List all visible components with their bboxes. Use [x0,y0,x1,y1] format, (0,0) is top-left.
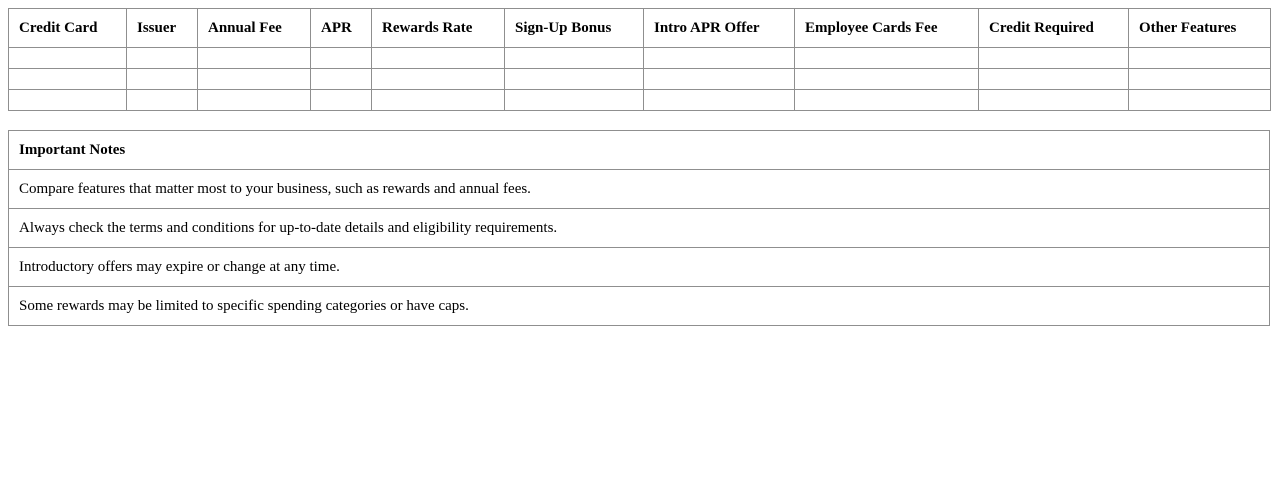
column-header-other-features: Other Features [1129,9,1271,48]
table-cell [311,69,372,90]
column-header-sign-up-bonus: Sign-Up Bonus [505,9,644,48]
table-cell [505,48,644,69]
column-header-apr: APR [311,9,372,48]
table-cell [9,90,127,111]
note-text: Introductory offers may expire or change at any time. [9,248,1270,287]
list-item [9,248,1270,287]
table-cell [979,69,1129,90]
column-header-intro-apr-offer: Intro APR Offer [644,9,795,48]
table-cell [9,48,127,69]
column-header-annual-fee: Annual Fee [198,9,311,48]
column-header-issuer: Issuer [127,9,198,48]
table-cell [979,48,1129,69]
table-cell [795,48,979,69]
table-cell [644,90,795,111]
table-cell [372,90,505,111]
table-cell [372,69,505,90]
column-header-credit-required: Credit Required [979,9,1129,48]
table-cell [127,48,198,69]
note-text: Always check the terms and conditions for up-to-date details and eligibility requirements. [9,209,1270,248]
table-cell [372,48,505,69]
table-cell [979,90,1129,111]
table-cell [644,69,795,90]
important-notes-table [8,130,1270,326]
list-item [9,170,1270,209]
table-header-row [9,9,1271,48]
table-cell [1129,48,1271,69]
table-cell [1129,90,1271,111]
column-header-employee-cards-fee: Employee Cards Fee [795,9,979,48]
note-text: Some rewards may be limited to specific spending categories or have caps. [9,287,1270,326]
table-cell [198,48,311,69]
notes-heading: Important Notes [9,131,1270,170]
table-cell [1129,69,1271,90]
page-content [8,8,1270,326]
table-cell [505,90,644,111]
table-cell [505,69,644,90]
table-cell [644,48,795,69]
column-header-credit-card: Credit Card [9,9,127,48]
table-cell [311,48,372,69]
table-row [9,90,1271,111]
table-cell [795,90,979,111]
table-cell [311,90,372,111]
credit-card-comparison-table [8,8,1271,111]
table-cell [198,90,311,111]
table-cell [9,69,127,90]
table-cell [127,90,198,111]
table-row [9,48,1271,69]
column-header-rewards-rate: Rewards Rate [372,9,505,48]
notes-header-row [9,131,1270,170]
list-item [9,287,1270,326]
table-cell [795,69,979,90]
table-row [9,69,1271,90]
note-text: Compare features that matter most to your business, such as rewards and annual fees. [9,170,1270,209]
list-item [9,209,1270,248]
table-cell [127,69,198,90]
table-cell [198,69,311,90]
